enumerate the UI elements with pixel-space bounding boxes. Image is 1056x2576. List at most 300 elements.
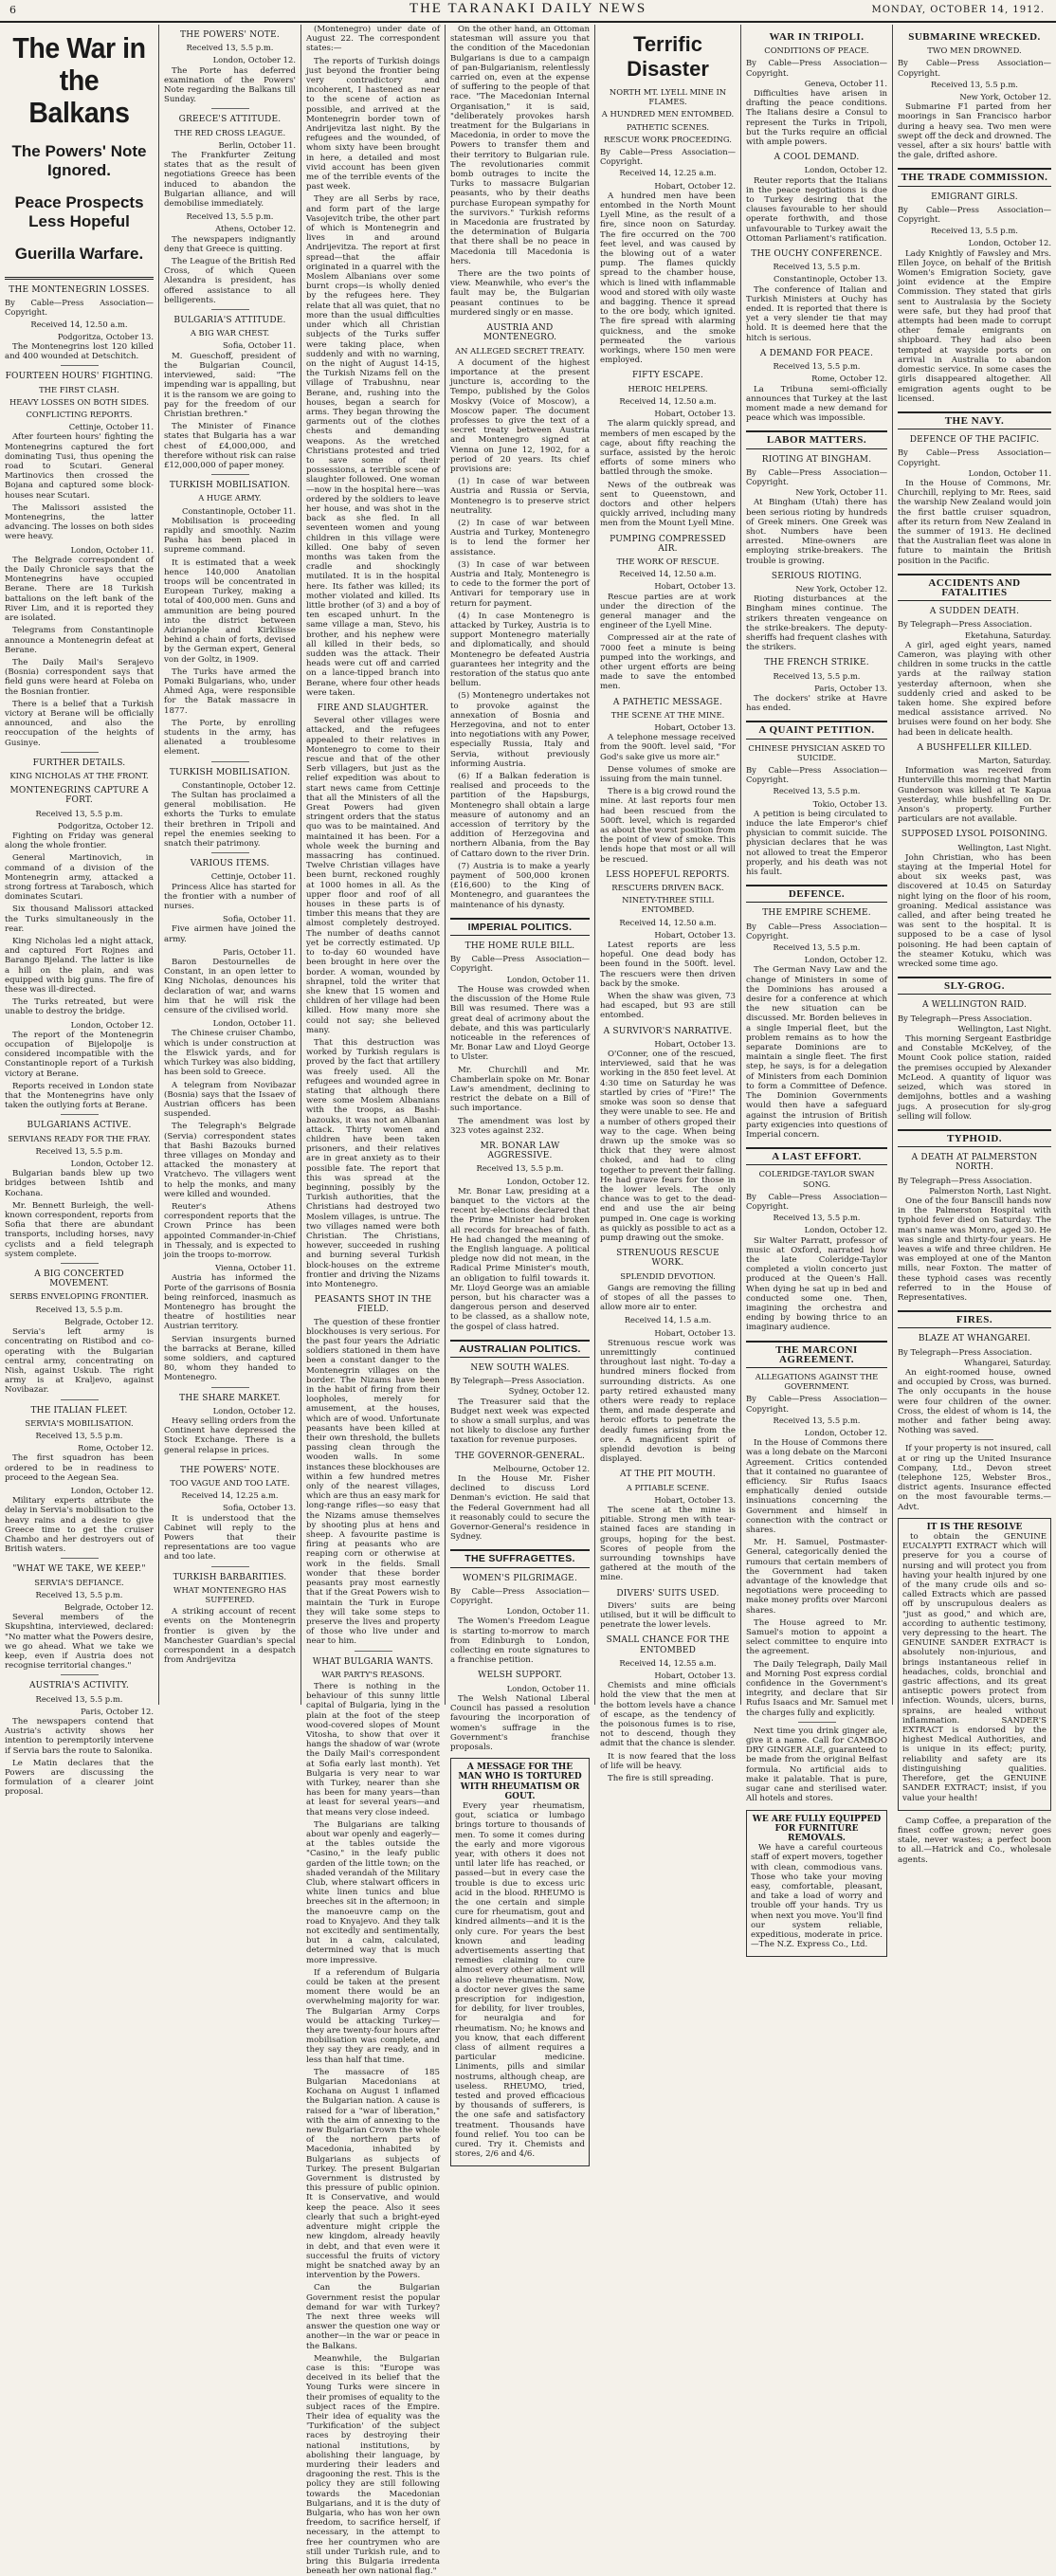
- paragraph: There is nothing in the behaviour of this sunny little capital of Bulgaria, lying in the plain at the foot of the steep wood-covered slopes of Mount Vitosha, to show that over it hangs the shadow of war (wrote the Daily Mail's correspondent at Sofia early last month). Yet Bulgaria is very near to war with Turkey, nearer than she has been for many years—than at least for several years—and that means very close indeed.: [306, 1681, 440, 1818]
- received-line: Received 14, 12.50 a.m.: [619, 395, 717, 406]
- paragraph: The League of the British Red Cross, of which Queen Alexandra is president, has offered assistance to all belligerents.: [164, 257, 296, 305]
- paragraph: The alarm quickly spread, and members of men escaped by the cage, about fifty reaching the surface, assisted by the heroic efforts of some miners who battled through the smoke.: [600, 419, 736, 478]
- subheading: PATHETIC SCENES.: [626, 121, 710, 132]
- article-heading: THE MONTENEGRIN LOSSES.: [9, 285, 150, 295]
- advertisement: [898, 1518, 1051, 1811]
- subheading: A PITIABLE SCENE.: [626, 1482, 710, 1492]
- ad-text: If your property is not insured, call at or ring up the United Insurance Company, Ltd., Devon street (telephone 125, Webster Bros., district agents. Insurance effected on the most favourable terms.—Advt.: [898, 1444, 1051, 1512]
- paragraph: The Chinese cruiser Chambo, which is under construction at the Elswick yards, and for which Turkey was also bidding, has been sold to Greece.: [164, 1029, 296, 1078]
- received-line: Received 13, 5.5 p.m.: [931, 79, 1018, 89]
- dateline: London, October 12.: [70, 1485, 154, 1495]
- subheading: THE SCENE AT THE MINE.: [610, 709, 725, 720]
- divider: [798, 1722, 836, 1723]
- article-heading: THE POWERS' NOTE.: [180, 1465, 280, 1475]
- paragraph: The reports of Turkish doings just beyond the frontier being very contradictory and incoherent, I hastened as near to the scene of action as possible, and arrived at the Montenegrin border town of Andrijevitza last night. By the refugees and the wounded, of whom sixty have been brought in here, a detailed and most vivid account has been given me of the terrible events of the past week.: [306, 56, 440, 192]
- article-heading: TURKISH MOBILISATION.: [169, 481, 291, 491]
- paragraph: The Montenegrins lost 120 killed and 400 wounded at Detschitch.: [5, 342, 154, 362]
- dateline: London, October 11.: [506, 974, 590, 984]
- column-4: [446, 25, 594, 2160]
- paragraph: Reuter reports that the Italians in the peace negotiations is due to Turkey desiring that the clauses favourable to her should operate forthwith, and those unfavourable to Turkey await the Ottoman Parliament's ratification.: [746, 175, 887, 244]
- dateline: Eketahuna, Saturday.: [964, 630, 1051, 640]
- ad-text: Next time you drink ginger ale, give it a name. Call for CAMBOO DRY GINGER ALE, guaranteed to be made from the original Belfast formula. No artificial aids to make it palatable. That is pure, sugar cane and sterilised water. All hotels and stores.: [746, 1726, 887, 1804]
- paragraph: The Turks have armed the Pomaki Bulgarians, who, under Ahmed Aga, were responsible for the Batak massacre in 1877.: [164, 667, 296, 716]
- subheading: HEAVY LOSSES ON BOTH SIDES.: [9, 396, 150, 407]
- paragraph: A petition is being circulated to induce the late Emperor's chief physician to commit suicide. The physician declares that he was not allowed to treat the Emperor properly, and his death was not his fault.: [746, 809, 887, 878]
- paragraph: The House was crowded when the discussion of the Home Rule Bill was resumed. There was a great deal of acrimony about the debate, and this was particularly noticeable in the references of Mr. Bonar Law and Lloyd George to Ulster.: [450, 984, 590, 1063]
- subheading: A HUGE ARMY.: [198, 493, 262, 503]
- byline: By Cable—Press Association—Copyright.: [5, 298, 154, 318]
- article-heading: DEFENCE OF THE PACIFIC.: [909, 435, 1040, 446]
- dateline: Constantinople, October 12.: [182, 779, 296, 790]
- paragraph: A hundred men have been entombed in the North Mount Lyell Mine, as the result of a fire, since noon on Saturday. The fire occurred on the 700 feet level, and was caused by the blowing out of a water pump. The flames quickly spread to the chamber house, which is lined with inflammable wood and stored with oily waste and bagging. Thence it spread to the ore body, which ignited. The fire spread with alarming quickness, and the smoke permeated the various workings, where 150 men were employed.: [600, 191, 736, 366]
- paragraph: Five airmen have joined the army.: [164, 924, 296, 944]
- subheading: NINETY-THREE STILL ENTOMBED.: [622, 895, 714, 915]
- dateline: Vienna, October 11.: [215, 1263, 296, 1273]
- paragraph: John Christian, who has been staying at the Imperial Hotel for about six weeks past, was discovered at 10.45 on Saturday night lying on the floor of his room, groaning. Medical assistance was called, and after being treated he was sent to the hospital. It is supposed to be a case of lysol poisoning. He had been captain of the steamer Kotuku, which was wrecked some time ago.: [898, 852, 1051, 970]
- subheading: HEROIC HELPERS.: [628, 383, 708, 393]
- article-heading: A SURVIVOR'S NARRATIVE.: [603, 1026, 733, 1036]
- article-heading: GREECE'S ATTITUDE.: [178, 115, 282, 125]
- section-heading: SUBMARINE WRECKED.: [908, 31, 1041, 43]
- article-heading: AUSTRIA'S ACTIVITY.: [28, 1681, 130, 1691]
- dateline: Melbourne, October 12.: [493, 1463, 590, 1473]
- received-line: Received 14, 12.55 a.m.: [619, 1657, 717, 1668]
- paragraph: The Daily Telegraph, Daily Mail and Morning Post express cordial confidence in the Government's integrity, and declare that Sir Rufus Isaacs and Mr. Samuel met the charges fully and explicitly.: [746, 1659, 887, 1718]
- paragraph: The Telegraph's Belgrade (Servia) correspondent states that Bashi Bazouks burned three villages on Monday and attacked the monastery at Vratchevo. The villagers went to help the monks, and many were killed and wounded.: [164, 1122, 296, 1199]
- byline: By Telegraph—Press Association.: [898, 1013, 1032, 1023]
- received-line: Received 13, 5.5 p.m.: [186, 211, 274, 222]
- paragraph: Le Matin declares that the Powers are discussing the formulation of a clearer joint proposal.: [5, 1758, 154, 1798]
- received-line: Received 13, 5.5 p.m.: [35, 808, 123, 818]
- paragraph: An eight-roomed house, owned and occupied by Cross, was burned. The only occupants in the house were four children of the owner. Cross, the eldest of whom is 14, the mother and father being away. Nothing was saved.: [898, 1367, 1051, 1436]
- section-heading: WAR IN TRIPOLI.: [769, 31, 865, 43]
- article-heading: MONTENEGRINS CAPTURE A FORT.: [9, 786, 149, 806]
- divider: [61, 752, 99, 753]
- paragraph: The amendment was lost by 323 votes against 232.: [450, 1116, 590, 1136]
- dateline: Constantinople, October 13.: [774, 274, 887, 284]
- paragraph: Princess Alice has started for the frontier with a number of nurses.: [164, 882, 296, 912]
- dateline: London, October 12.: [70, 1159, 154, 1169]
- paragraph: On the other hand, an Ottoman statesman will assure you that the condition of the Macedonian Bulgarians is due to a campaign of pan-Bulgarianism, relentlessly carried on, even at the expense of suffering to the people of that race. "The Macedonian Internal Organisation," it is said, "deliberately provokes harsh treatment for the Bulgarians in Macedonia, in order to move the Powers to transfer them and their territory to Bulgarian rule. The revolutionaries commit bomb outrages to incite the Turks to massacre Bulgarian peasants, who by their deaths purchase European sympathy for the survivors." Turkish reforms in Macedonia are frustrated by the determination of Bulgaria that there shall be no peace in Macedonia till Macedonia is hers.: [450, 25, 590, 266]
- byline: By Cable—Press Association—Copyright.: [746, 1191, 887, 1211]
- paragraph: Telegrams from Constantinople announce a Montenegrin defeat at Berane.: [5, 626, 154, 655]
- paragraph: Divers' suits are being utilised, but it will be difficult to penetrate the lower levels.: [600, 1600, 736, 1631]
- dateline: Hobart, October 13.: [654, 409, 736, 419]
- dateline: Podgoritza, October 13.: [57, 331, 154, 341]
- subheading: SERVIA'S DEFIANCE.: [34, 1577, 124, 1587]
- section-heading: DEFENCE.: [746, 885, 887, 903]
- byline: By Telegraph—Press Association.: [450, 1376, 585, 1386]
- paragraph: It is now feared that the loss of life will be heavy.: [600, 1751, 736, 1771]
- dateline: Hobart, October 13.: [654, 929, 736, 940]
- subheading: A BIG WAR CHEST.: [190, 328, 270, 338]
- paragraph: Mr. Bennett Burleigh, the well-known correspondent, reports from Sofia that there are abundant transports, including horses, navy cyclists and a field telegraph system complete.: [5, 1200, 154, 1259]
- article-heading: TURKISH MOBILISATION.: [169, 767, 291, 777]
- column-1: [0, 25, 158, 1798]
- dateline: London, October 12.: [968, 238, 1051, 248]
- paragraph: Fighting on Friday was general along the whole frontier.: [5, 831, 154, 851]
- divider: [211, 1387, 249, 1388]
- paragraph: The Women's Freedom League is starting to-morrow to march from Edinburgh to London, collecting en route signatures to a franchise petition.: [450, 1617, 590, 1666]
- paragraph: Can the Bulgarian Government resist the popular demand for war with Turkey? The next three weeks will answer the question one way or another—in the war or peace in the Balkans.: [306, 2283, 440, 2351]
- section-heading: THE TRADE COMMISSION.: [898, 168, 1051, 186]
- paragraph: The Porte has deferred examination of the Powers' Note regarding the Balkans till Sunday.: [164, 65, 296, 105]
- paragraph: Information was received from Hunterville this morning that Martin Gunderson was killed at Te Kapua yesterday, while bushfelling on Dr. Anson's property. Further particulars are not available.: [898, 766, 1051, 825]
- paragraph: General Martinovich, in command of a division of the Montenegrin army, attacked a strong fortress at Tarabosch, which dominates Scutari.: [5, 853, 154, 903]
- divider: [61, 1674, 99, 1675]
- dateline: London, October 12.: [70, 1019, 154, 1030]
- paragraph: Mr. H. Samuel, Postmaster-General, categorically denied the rumours that certain members of the Government had taken advantage of the knowledge that negotiations were proceeding to make money profits over Marconi shares.: [746, 1538, 887, 1616]
- received-line: Received 13, 5.5 p.m.: [35, 1304, 123, 1314]
- section-heading: FIRES.: [898, 1310, 1051, 1328]
- dateline: London, October 11.: [968, 467, 1051, 478]
- subheading: NORTH MT. LYELL MINE IN FLAMES.: [609, 87, 727, 107]
- paragraph: Difficulties have arisen in drafting the peace conditions. The Italians desire a Consul to represent the Turks in Tripoli, but the Turks require an official with ample powers.: [746, 89, 887, 148]
- paragraph: The dockers' strike at Havre has ended.: [746, 693, 887, 714]
- paragraph: Austria has informed the Porte of the garrisons of Bosnia being reinforced, inasmuch as Montenegro has brought the theatre of hostilities near Austrian territory.: [164, 1273, 296, 1332]
- issue-date: MONDAY, OCTOBER 14, 1912.: [871, 5, 1045, 15]
- deck-headline: Peace Prospects Less Hopeful: [14, 193, 144, 230]
- dateline: Sofia, October 11.: [223, 340, 296, 351]
- received-line: Received 14, 12.50 a.m.: [619, 569, 717, 579]
- paragraph: Submarine F1 parted from her moorings in San Francisco harbor during a heavy sea. Two men were swept off the deck and drowned. The vessel, after a six hours' battle with the gale, drifted ashore.: [898, 102, 1051, 161]
- article-heading: THE OUCHY CONFERENCE.: [751, 249, 883, 260]
- paragraph: A document of the highest importance at the present juncture is, according to the Tempo, published by the Golos Moskvy (Voice of Moscow), a Moscow paper. The document professes to give the text of a secret treaty between Austria and Montenegro signed at Vienna on June 12, 1902, for a period of 20 years. Its chief provisions are:: [450, 357, 590, 474]
- subheading: CONFLICTING REPORTS.: [26, 410, 133, 420]
- paragraph: The newspapers contend that Austria's activity shows her intention to peremptorily intervene if Servia bars the route to Salonika.: [5, 1717, 154, 1756]
- paragraph: There are the two points of view. Meanwhile, who ever's the fault may be, the Bulgarian peasant continues to be murdered singly or en masse.: [450, 269, 590, 318]
- divider: [355, 1651, 392, 1652]
- received-line: Received 13, 5.5 p.m.: [773, 361, 861, 372]
- paragraph: O'Conner, one of the rescued, interviewed, said that he was working in the 850 feet level. At 4:30 time on Saturday he was startled by cries of "Fire!" The smoke was soon so dense that they were unable to see. He and a number of others groped their way to the cage. When being drawn up the smoke was so thick that they were almost choked, and had to cling together to prevent their falling. He had grave fears for those in the lower levels. The only chance was to get to the dead-end and use the air being pumped in. One cage is working as quickly as possible to act as a pump drawing out the smoke.: [600, 1050, 736, 1243]
- paragraph: One of the four Banscill hands now in the Palmerston Hospital with typhoid fever died on Saturday. The man's name was Monro, aged 30. He was single and thirty-four years. He leaves a wife and three children. He was employed at one of the Manton mills, near Foxton. The matter of these typhoid cases was recently referred to in the House of Representatives.: [898, 1196, 1051, 1303]
- dateline: London, October 12.: [804, 955, 887, 965]
- page-number: 6: [9, 4, 16, 16]
- paragraph: The Porte, by enrolling students in the army, has alienated a troublesome element.: [164, 718, 296, 758]
- article-heading: THE HOME RULE BILL.: [464, 941, 575, 952]
- article-heading: "WHAT WE TAKE, WE KEEP.": [12, 1564, 146, 1575]
- section-heading: SLY-GROG.: [898, 977, 1051, 995]
- paragraph: In the House of Commons, Mr. Churchill, replying to Mr. Rees, said the warship New Zealand would join the first battle cruiser squadron, after its return from New Zealand in the summer of 1913. He declined that the Australian fleet was alone in future to maintain the British position in the Pacific.: [898, 478, 1051, 566]
- dateline: London, October 11.: [506, 1683, 590, 1693]
- paragraph: (1) In case of war between Austria and Russia or Servia, Montenegro is to preserve strict neutrality.: [450, 477, 590, 516]
- paragraph: After fourteen hours' fighting the Montenegrins captured the fort dominating Tusi, thus opening the road to Scutari. General Martinovics then crossed the Bojana and captured some block-houses near Scutari.: [5, 432, 154, 501]
- dateline: Whangarei, Saturday.: [964, 1357, 1051, 1367]
- column-2: [159, 25, 300, 1705]
- dateline: Wellington, Last Night.: [957, 1023, 1051, 1033]
- paragraph: Gangs are removing the filling of stopes of all the passes to allow more air to enter.: [600, 1283, 736, 1313]
- divider: [211, 852, 249, 853]
- received-line: Received 13, 5.5 p.m.: [476, 1163, 564, 1174]
- article-heading: THE EMPIRE SCHEME.: [762, 908, 871, 919]
- divider: [61, 1114, 99, 1115]
- received-line: Received 13, 5.5 p.m.: [773, 1213, 861, 1223]
- divider: [211, 1566, 249, 1567]
- dateline: Marton, Saturday.: [978, 756, 1051, 765]
- article-heading: WOMEN'S PILGRIMAGE.: [462, 1573, 578, 1583]
- deck-headline: Guerilla Warfare.: [14, 245, 144, 263]
- article-heading: SMALL CHANCE FOR THE ENTOMBED: [606, 1635, 730, 1655]
- dateline: London, October 11.: [70, 544, 154, 555]
- section-heading: ACCIDENTS AND FATALITIES: [898, 574, 1051, 601]
- paragraph: Several members of the Skupshtina, interviewed, declared: "No matter what the Powers desire, we go ahead. What we take we keep, even if Austria does not recognise territorial changes.": [5, 1613, 154, 1672]
- main-headline: The War in the Balkans: [12, 31, 146, 129]
- paragraph: (Montenegro) under date of August 22. The correspondent states:—: [306, 25, 440, 54]
- byline: By Cable—Press Association—Copyright.: [746, 58, 887, 78]
- paragraph: The massacre of 185 Bulgarian Macedonians at Kochana on August 1 inflamed the Bulgarian nation. A cause is raised for a "war of liberation," with the aim of annexing to the new Bulgarian Crown the whole of the northern parts of Macedonia, inhabited by Bulgarians as subjects of Turkey. The present Bulgarian Government is distrusted by this pressure of public opinion. It is Conservative, and would keep the peace. Also it sees clearly that such a bright-eyed adventure might cripple the new kingdom, already heavily in debt, and that even were it successful the fruits of victory might be snatched away by an intervention by the Powers.: [306, 2067, 440, 2281]
- byline: By Telegraph—Press Association.: [898, 1175, 1032, 1185]
- paragraph: M. Gueschoff, president of the Bulgarian Council, interviewed, said: "The impending war is appalling, but it is the ransom we are going to pay for the freedom of our Christian brethren.": [164, 351, 296, 419]
- ad-text: to obtain the GENUINE EUCALYPTI EXTRACT which will preserve for you a course of nursing and will protect you from having your health injured by one of the many crude oils and so-called Extracts which are passed off by unscrupulous dealers as "just as good," and which are, according to authentic testimony, very depressing to the heart. The GENUINE SANDER EXTRACT is absolutely non-injurious, and brings instantaneous relief in headaches, colds, bronchial and gastric affections, and its great antiseptic powers protect from infection. Wounds, ulcers, burns, sprains, are healed without inflammation. SANDER'S EXTRACT is endorsed by the highest Medical Authorities, and is unique in its effect; purity, reliability and safety are its distinguishing qualities. Therefore, get the GENUINE SANDER EXTRACT; insist, if you value your health!: [902, 1532, 1047, 1803]
- paragraph: A striking account of recent events on the Montenegrin frontier is given by the Manchester Guardian's special correspondent in a despatch from Andrijevitza: [164, 1607, 296, 1666]
- article-heading: A WELLINGTON RAID.: [921, 1000, 1028, 1011]
- article-heading: FOURTEEN HOURS' FIGHTING.: [5, 372, 154, 382]
- dateline: New York, October 12.: [959, 92, 1051, 102]
- article-heading: AUSTRIA AND MONTENEGRO.: [482, 323, 557, 343]
- byline: By Cable—Press Association—Copyright.: [746, 1394, 887, 1414]
- divider: [211, 474, 249, 475]
- article-heading: BULGARIANS ACTIVE.: [27, 1121, 132, 1131]
- paragraph: The fire is still spreading.: [608, 1774, 714, 1784]
- paragraph: It is understood that the Cabinet will reply to the Powers that their representations are too vague and too late.: [164, 1513, 296, 1562]
- paragraph: The German Navy Law and the change of Ministers in some of the Dominions has aroused a desire for a conference at which the new situation can be discussed. Mr. Borden believes in a single Imperial fleet, but the problem remains as to how the separate Dominions are to maintain a single fleet. The first step, he says, is for a delegation of Ministers from each Dominion to form a Committee of Defence. The Dominion Governments would then have a safeguard against the intrusion of British party exigencies into questions of Imperial concern.: [746, 965, 887, 1140]
- dateline: Hobart, October 13.: [654, 1038, 736, 1049]
- paragraph: The Daily Mail's Serajevo (Bosnia) correspondent says that field guns were heard at Foleba on the Bosnian frontier.: [5, 657, 154, 697]
- article-heading: BLAZE AT WHANGAREI.: [918, 1334, 1031, 1344]
- subheading: THE FIRST CLASH.: [39, 384, 119, 394]
- section-heading: LABOR MATTERS.: [746, 430, 887, 448]
- subheading: THE WORK OF RESCUE.: [616, 556, 719, 566]
- article-heading: WELSH SUPPORT.: [478, 1671, 562, 1681]
- dateline: Paris, October 11.: [223, 946, 296, 957]
- article-heading: THE GOVERNOR-GENERAL.: [454, 1451, 586, 1461]
- byline: By Telegraph—Press Association.: [898, 619, 1032, 630]
- dateline: London, October 12.: [212, 1405, 296, 1416]
- section-heading: TYPHOID.: [898, 1129, 1051, 1147]
- divider: [211, 761, 249, 762]
- received-line: Received 13, 5.5 p.m.: [773, 786, 861, 796]
- received-line: Received 13, 5.5 p.m.: [773, 670, 861, 681]
- paragraph: La Tribuna semi-officially announces that Turkey at the last moment made a new demand for peace which was impossible.: [746, 384, 887, 424]
- column-5: [595, 25, 740, 1784]
- article-heading: A COOL DEMAND.: [774, 153, 860, 163]
- article-heading: A DEMAND FOR PEACE.: [759, 348, 874, 358]
- byline: By Telegraph—Press Association.: [898, 1346, 1032, 1357]
- paragraph: The Turks retreated, but were unable to destroy the bridge.: [5, 997, 154, 1017]
- paragraph: Six thousand Malissori attacked the Turks simultaneously in the rear.: [5, 904, 154, 934]
- paragraph: They are all Serbs by race, and form part of the large Vasojevitch tribe, the other part of which is Montenegrin and lives in and around Andrijevitza. The report at first spread—that the affair originated in a quarrel with the Moslem Albanians over some burnt crops—is wholly denied by the refugees here. They relate that all was quiet, that no more than the usual difficulties under which all Christian subjects of the Turks suffer were taking place, when suddenly and with no warning, on the night of August 14-15, the Turkish Nizams fell on the village of Trabushnu, near Berane, and, rushing into the houses, began a search for arms. They began throwing the garments out of the clothes chests and demanding weapons. As the wretched Christians protested and tried to save some of their possessions, a terrible scene of slaughter followed. One woman—now in the hospital here—was ordered by the soldiers to leave her house, and was shot in the back as she fled. In all seventeen women and young children in this village were killed. One baby of seven months was taken from the cradle and shockingly mutilated. It is in the hospital here. Its father was killed; its mother violated and killed. Its little brother (of 3) and a boy of ten escaped unhurt. In the same village a man, Stevo, his brother, and his nephew were all killed in their beds, so sudden was the attack. Their heads were cut off and carried on a lance-tipped branch into Berane, where four other heads were taken.: [306, 194, 440, 698]
- article-heading: A PATHETIC MESSAGE.: [612, 697, 723, 707]
- subheading: THE RED CROSS LEAGUE.: [173, 127, 286, 137]
- section-heading: A LAST EFFORT.: [746, 1147, 887, 1165]
- dateline: Wellington, Last Night.: [957, 842, 1051, 852]
- paragraph: The Belgrade correspondent of the Daily Chronicle says that the Montenegrins have occupied Berane. There are 18 Turkish battalions on the left bank of the River Lim, and it is reported they are isolated.: [5, 555, 154, 624]
- received-line: Received 13, 5.5 p.m.: [35, 1589, 123, 1599]
- subheading: KING NICHOLAS AT THE FRONT.: [9, 770, 149, 780]
- paragraph: Latest reports are less hopeful. One dead body has been found in the 500ft. level. The rescuers were then driven back by the smoke.: [600, 941, 736, 989]
- paragraph: The question of these frontier blockhouses is very serious. For the past four years the Adriatic soldiers stationed in them have been a constant danger to the Montenegrin villages on the border. The Nizams have been in the habit of firing from their loopholes, merely for amusement, at the houses, which are of wood. Unfortunate peasants have been killed at their own threshold, the bullets passing clean through the wooden walls. In some instances these blockhouses are within a few hundred metres only of the nearest villages, which are thus an easy mark for long-range rifles—so easy that the Nizams amuse themselves by shooting plus at hens and sheep. A favourite pastime is firing at peasants who are reaping corn or otherwise at work in the fields. Small wonder that these border peasants pray most earnestly that if the Great Powers wish to maintain the Turk in Europe they will take some steps to preserve the lives and property of those who live under and near to him.: [306, 1317, 440, 1647]
- article-heading: VARIOUS ITEMS.: [190, 859, 270, 869]
- paragraph: A girl, aged eight years, named Cameron, was playing with other children in some trucks in the cattle yards at the railway station yesterday afternoon, when she suddenly cried and asked to be taken home. She expired before medical assistance arrived. No bruises were found on her body. She had been in delicate health.: [898, 640, 1051, 738]
- paragraph: Reuter's Athens correspondent reports that the Crown Prince has been appointed Commander-in-Chief in Thessaly, and is expected to join the troops to-morrow.: [164, 1201, 296, 1260]
- divider: [61, 1558, 99, 1559]
- dateline: Podgoritza, October 12.: [57, 820, 154, 831]
- dateline: Berlin, October 11.: [218, 139, 296, 150]
- article-heading: MR. BONAR LAW AGGRESSIVE.: [480, 1141, 560, 1161]
- paragraph: The Treasurer said that the Budget next week was expected to show a small surplus, and was not likely to disclose any further taxation for revenue purposes.: [450, 1397, 590, 1446]
- divider: [61, 1263, 99, 1264]
- received-line: Received 13, 5.5 p.m.: [773, 262, 861, 272]
- subheading: RESCUERS DRIVEN BACK.: [611, 883, 724, 893]
- ad-text: We have a careful courteous staff of expert movers, together with clean, commodious vans. Those who take your moving easy, comfortable, pleasant, and take a load of worry and trouble off your hands. Try us when next you move. You'll find our system reliable, expeditious, moderate in price.—The N.Z. Express Co., Ltd.: [751, 1843, 883, 1950]
- subheading: ALLEGATIONS AGAINST THE GOVERNMENT.: [755, 1371, 879, 1392]
- received-line: Received 14, 12.25 a.m.: [181, 1490, 279, 1501]
- paragraph: The Minister of Finance states that Bulgaria has a war chest of £4,000,000, and therefore without risk can raise £12,000,000 of paper money.: [164, 422, 296, 470]
- article-heading: A BUSHFELLER KILLED.: [917, 742, 1032, 753]
- column-6: [741, 25, 892, 1950]
- newspaper-title: THE TARANAKI DAILY NEWS: [409, 1, 647, 16]
- subheading: TOO VAGUE AND TOO LATE.: [170, 1478, 290, 1489]
- paragraph: Meanwhile, the Bulgarian case is this: "Europe was deceived in its belief that the Young Turks were sincere in their promises of equality to the subject races of the Empire. Their idea of equality was the 'Turkification' of the subject races by destroying their national institutions, by abolishing their language, by murdering their leaders and dragooning the rest. This is the policy they are still following towards the Macedonian Bulgarians, and it is the duty of Bulgaria, who has won her own freedom, to sacrifice herself, if necessary, in the attempt to free her countrymen who are still under Turkish rule, and to bring this Bulgaria irredenta beneath her own national flag.": [306, 2353, 440, 2576]
- dateline: Rome, October 12.: [78, 1443, 154, 1453]
- deck-headline: The Powers' Note Ignored.: [11, 142, 147, 179]
- dateline: Paris, October 13.: [814, 683, 887, 693]
- paragraph: Servian insurgents burned the barracks at Berane, killed some soldiers, and captured 80, whom they handed to Montenegro.: [164, 1334, 296, 1383]
- paragraph: This morning Sergeant Eastbridge and Constable McKelvey, of the Mount Cook police station, raided the premises occupied by Alexander McLeod. A quantity of liquor was seized, which was stored in demijohns, bottles and a washing jugs. A prosecution for sly-grog selling will follow.: [898, 1034, 1051, 1122]
- received-line: Received 13, 5.5 p.m.: [773, 1415, 861, 1425]
- received-line: Received 13, 5.5 p.m.: [186, 43, 274, 53]
- article-heading: EMIGRANT GIRLS.: [931, 192, 1018, 202]
- masthead: [0, 0, 1056, 23]
- dateline: Hobart, October 12.: [654, 180, 736, 191]
- article-heading: PEASANTS SHOT IN THE FIELD.: [314, 1295, 432, 1315]
- dateline: New York, October 11.: [795, 487, 887, 498]
- paragraph: (3) In case of war between Austria and Italy, Montenegro is to cede to the former the port of Antivari for temporary use in return for payment.: [450, 559, 590, 609]
- section-heading: AUSTRALIAN POLITICS.: [450, 1340, 590, 1358]
- paragraph: The report of the Montenegrin occupation of Bijelopolje is considered incompatible with the Constantinople report of a Turkish victory at Berane.: [5, 1030, 154, 1079]
- dateline: Cettinje, October 11.: [210, 871, 296, 882]
- paragraph: In the House of Commons there was a long debate on the Marconi Agreement. Critics contended that it contained no guarantee of efficiency. Sir Rufus Isaacs emphatically denied outside insinuations concerning the Government and himself in connection with the contract or shares.: [746, 1438, 887, 1536]
- paragraph: In the House Mr. Fisher declined to discuss Lord Denman's eviction. He said that the Federal Government had all it reasonably could to secure the Governor-General's residence in Sydney.: [450, 1474, 590, 1543]
- dateline: London, October 11.: [212, 1018, 296, 1029]
- dateline: Sofia, October 11.: [223, 914, 296, 924]
- section-heading: THE NAVY.: [898, 411, 1051, 429]
- paragraph: (7) Austria is to make a yearly payment of 500,000 kronen (£16,600) to the King of Montenegro, and guarantees the maintenance of his dynasty.: [450, 861, 590, 910]
- subheading: CHINESE PHYSICIAN ASKED TO SUICIDE.: [748, 742, 885, 762]
- paragraph: When the shaw was given, 73 had escaped, but 93 are still entombed.: [600, 992, 736, 1021]
- byline: By Cable—Press Association—Copyright.: [898, 204, 1051, 225]
- paragraph: (4) In case Montenegro is attacked by Turkey, Austria is to support Montenegro materially and diplomatically, and should Montenegro be defeated Austria guarantees her integrity and the restoration of the status quo ante bellum.: [450, 611, 590, 689]
- subheading: RESCUE WORK PROCEEDING.: [604, 134, 732, 144]
- subheading: SERVIANS READY FOR THE FRAY.: [8, 1133, 151, 1143]
- paragraph: Mobilisation is proceeding rapidly and smoothly. Nazim Pasha has been placed in supreme command.: [164, 516, 296, 556]
- dateline: London, October 12.: [804, 1427, 887, 1437]
- dateline: Sofia, October 13.: [223, 1503, 296, 1513]
- article-heading: FIRE AND SLAUGHTER.: [317, 703, 429, 714]
- subheading: A HUNDRED MEN ENTOMBED.: [601, 109, 735, 119]
- paragraph: The Sultan has proclaimed a general mobilisation. He exhorts the Turks to emulate their brethren in Tripoli and repel the enemies seeking to snatch their patrimony.: [164, 791, 296, 850]
- dateline: Geneva, October 11.: [804, 78, 887, 88]
- article-heading: FIFTY ESCAPE.: [631, 371, 704, 381]
- article-heading: THE FRENCH STRIKE.: [764, 658, 869, 668]
- article-heading: A SUDDEN DEATH.: [929, 607, 1020, 617]
- paragraph: Dense volumes of smoke are issuing from the main tunnel.: [600, 764, 736, 784]
- article-heading: WHAT BULGARIA WANTS.: [312, 1656, 434, 1667]
- article-heading: SERIOUS RIOTING.: [771, 571, 863, 581]
- dateline: London, October 11.: [506, 1606, 590, 1617]
- dateline: London, October 12.: [506, 1176, 590, 1186]
- paragraph: (2) In case of war between Austria and Turkey, Montenegro is to lend the former her assistance.: [450, 518, 590, 557]
- paragraph: A telegram from Novibazar (Bosnia) says that the Issaev of Austrian officers has been suspended.: [164, 1080, 296, 1120]
- paragraph: Sir Walter Parratt, professor of music at Oxford, narrated how the late Coleridge-Taylor completed a violin concerto just produced at the Queen's Hall. When dying he sat up in bed and conducted some one. Then, imagining the orchestra and ending by bowing thrice to an imaginary audience.: [746, 1235, 887, 1333]
- divider: [211, 108, 249, 109]
- advertisement: [746, 1810, 887, 1958]
- received-line: Received 13, 5.5 p.m.: [35, 1430, 123, 1440]
- dateline: Hobart, October 13.: [654, 1671, 736, 1681]
- paragraph: Baron Destournelles de Constant, in an open letter to King Nicholas, denounces his declaration of war, and warns him that he will risk the censure of the civilised world.: [164, 958, 296, 1016]
- ad-text: Camp Coffee, a preparation of the finest coffee grown; never goes stale, never wastes; a perfect boon to all.—Hatrick and Co., wholesale agents.: [898, 1816, 1051, 1865]
- paragraph: (6) If a Balkan federation is realised and proceeds to the partition of the Hapsburgs, Montenegro shall obtain a large measure of autonomy and an accession of territory by the addition of Herzegovina and northern Albania, from the Bay of Cattaro down to the river Drin.: [450, 772, 590, 859]
- paragraph: There is a big crowd round the mine. At last reports four men had been rescued from the 500ft. level, which is regarded as about the worst position from the point of view of smoke. This lends hope that most or all will be rescued.: [600, 787, 736, 865]
- dateline: Hobart, October 13.: [654, 1327, 736, 1338]
- article-heading: STRENUOUS RESCUE WORK.: [616, 1249, 719, 1269]
- paragraph: The newspapers indignantly deny that Greece is quitting.: [164, 234, 296, 254]
- section-heading: A QUAINT PETITION.: [746, 721, 887, 739]
- subheading: SERVIA'S MOBILISATION.: [25, 1417, 134, 1428]
- disaster-headline: Terrific Disaster: [627, 32, 709, 81]
- dateline: London, October 12.: [804, 1225, 887, 1235]
- divider: [211, 1459, 249, 1460]
- article-heading: TURKISH BARBARITIES.: [173, 1572, 287, 1582]
- column-3: [301, 25, 445, 2576]
- article-heading: SUPPOSED LYSOL POISONING.: [901, 830, 1048, 840]
- paragraph: The Frankfurter Zeitung states that as the result of negotiations Greece has been induced to abandon the Bulgarian alliance, and will demobilise immediately.: [164, 151, 296, 210]
- received-line: Received 14, 12.50 a.m.: [30, 319, 128, 329]
- article-heading: DIVERS' SUITS USED.: [616, 1588, 719, 1599]
- paragraph: The House agreed to Mr. Samuel's motion to appoint a select committee to enquire into the agreement.: [746, 1617, 887, 1657]
- received-line: Received 13, 5.5 p.m.: [35, 1145, 123, 1156]
- dateline: Hobart, October 13.: [654, 581, 736, 592]
- paragraph: Bulgarian bands blew up two bridges between Ishtib and Kochana.: [5, 1169, 154, 1198]
- paragraph: The Bulgarians are talking about war openly and eagerly—at the tables outside the "Casino," in the leafy public garden of the little town; on the shaded verandah of the Military Club, where stalwart officers in white linen tunics and blue breeches sit in the afternoon; in the manoeuvre camp on the road to Knyajevo. And they talk not excitedly and sentimentally, but in a calm, calculated, determined way that is much more impressive.: [306, 1819, 440, 1965]
- paragraph: Heavy selling orders from the Continent have depressed the Stock Exchange. There is a general relapse in prices.: [164, 1416, 296, 1455]
- dateline: Hobart, October 13.: [654, 722, 736, 732]
- received-line: Received 14, 1.5 a.m.: [624, 1315, 712, 1325]
- article-heading: AT THE PIT MOUTH.: [620, 1470, 716, 1480]
- subheading: SPLENDID DEVOTION.: [620, 1270, 716, 1281]
- byline: By Cable—Press Association—Copyright.: [600, 147, 736, 167]
- divider: [61, 365, 99, 366]
- article-heading: THE ITALIAN FLEET.: [30, 1405, 128, 1416]
- article-heading: LESS HOPEFUL REPORTS.: [606, 869, 730, 880]
- dateline: Belgrade, October 12.: [64, 1316, 154, 1326]
- paragraph: The Malissori assisted the Montenegrins, the latter advancing. The losses on both sides were heavy.: [5, 502, 154, 542]
- paragraph: It is estimated that a week hence 140,000 Anatolian troops will be concentrated in European Turkey, making a total of 400,000 men. Guns and ammunition are being poured into the district between Adrianople and Kirkilisse behind a chain of forts, devised by the German expert, General von der Goltz, in 1909.: [164, 557, 296, 665]
- column-7: [893, 25, 1056, 1865]
- byline: By Cable—Press Association—Copyright.: [746, 765, 887, 785]
- paragraph: That this destruction was worked by Turkish regulars is proved by the fact that artillery was freely used. All the refugees and wounded agree in stating that although there were some Moslem Albanians with the troops, as Bashi-bazouks, it was not an Albanian attack. Thirty women and children have been taken prisoners, and their relatives are in great anxiety as to their possible fate. The report that this was spread at the beginning, possibly by the Turkish authorities, that the Christians had destroyed two Moslem villages, is untrue. The two villages named were both Christian. The Christians, however, succeeded in rushing and burning several Turkish block-houses on the extreme frontier and driving the Nizams into Montenegro.: [306, 1037, 440, 1289]
- paragraph: Mr. Bonar Law, presiding at a banquet to the victors at the recent by-elections declared that the Prime Minister had broken all records for breaches of faith. He had changed the meaning of the English language. A political pledge now did not mean, in the Radical Prime Minister's mouth, an obligation to fulfil towards it. Mr. Lloyd George was an amiable person, but his character was a dangerous person and deserved to be classed, as a shallow note, the gospel of class hatred.: [450, 1186, 590, 1332]
- subheading: SERBS ENVELOPING FRONTIER.: [9, 1291, 149, 1302]
- dateline: Tokio, October 13.: [812, 798, 887, 809]
- paragraph: Rescue parties are at work under the direction of the general manager and the engineer of the Lyell Mine.: [600, 592, 736, 631]
- dateline: Sydney, October 12.: [508, 1386, 590, 1397]
- advertisement: [450, 1758, 590, 2166]
- dateline: London, October 12.: [212, 55, 296, 65]
- article-heading: THE POWERS' NOTE.: [180, 30, 280, 40]
- dateline: Constantinople, October 11.: [182, 505, 296, 516]
- dateline: Belgrade, October 12.: [64, 1601, 154, 1612]
